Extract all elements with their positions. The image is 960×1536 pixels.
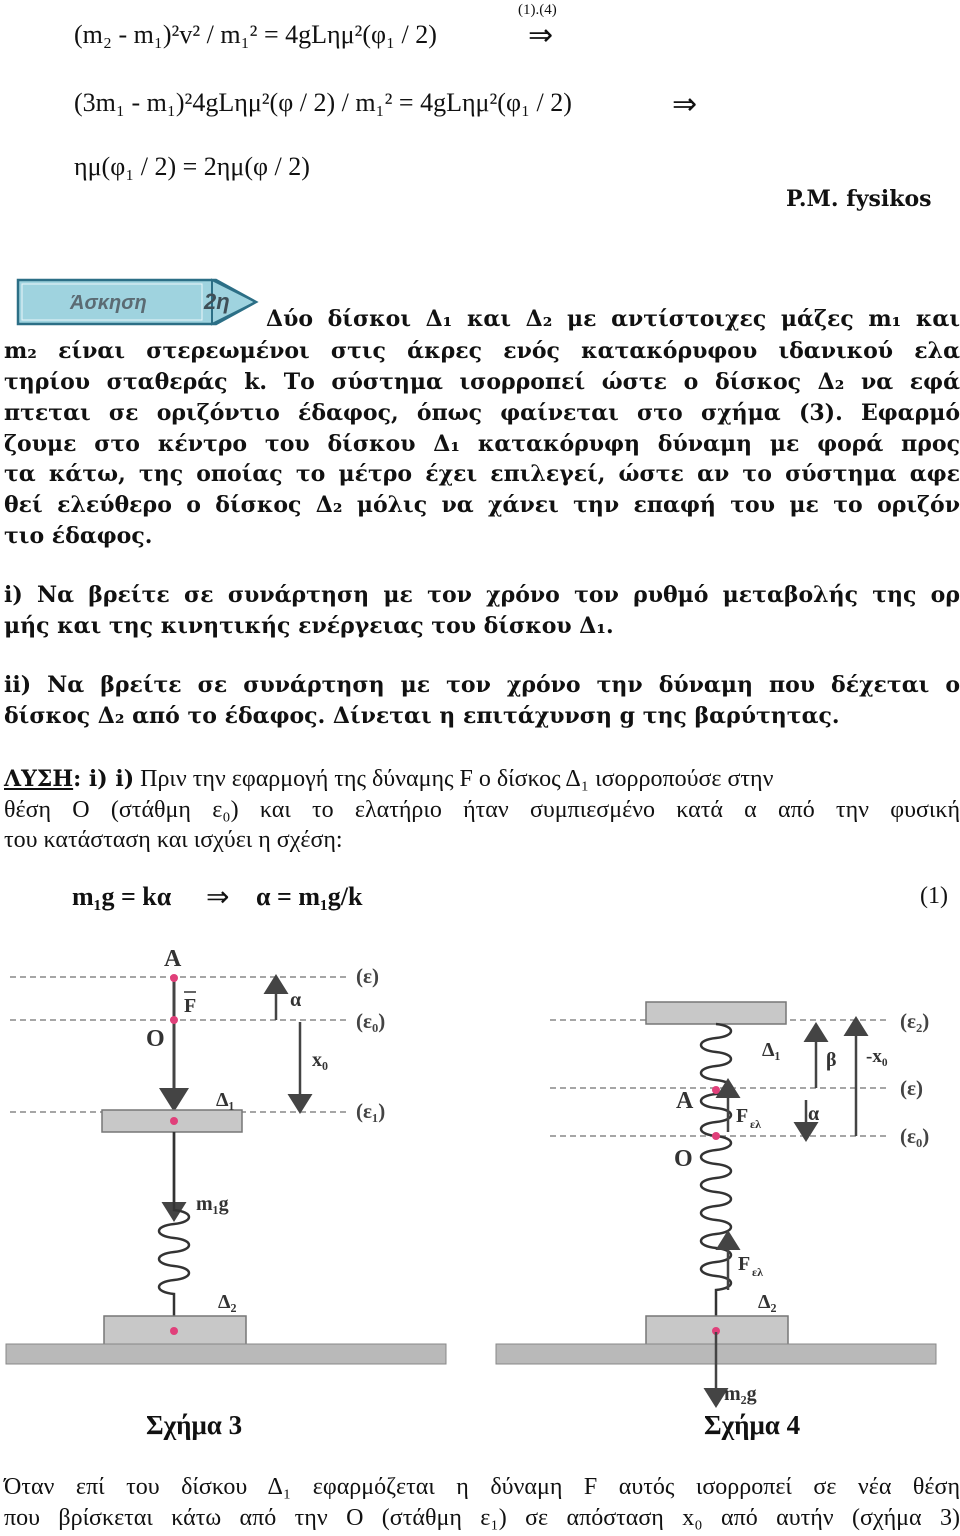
level-label-e: (ε): [356, 964, 379, 988]
label-alpha: α: [290, 989, 302, 1011]
implies-arrow-1: ⇒: [528, 19, 554, 52]
equation-relation-arrow: ⇒: [206, 882, 230, 913]
solution-prefix: : i) i): [73, 766, 135, 792]
bottom-line-2: που βρίσκεται κάτω από την Ο (στάθμη ε₁) σε απόσταση x₀ από αυτήν (σχήμα 3): [4, 1505, 960, 1531]
figure-4-caption: Σχήμα 4: [704, 1410, 801, 1440]
solution-line-1: [4, 766, 960, 793]
exercise-badge: [16, 276, 262, 328]
exercise-line-5: ζουμε στο κέντρο του δίσκου Δ₁ κατακόρυφη δύναμη με φορά προς: [4, 431, 960, 457]
ground: [6, 1344, 446, 1364]
label-D1: Δ₁: [762, 1039, 781, 1061]
label-Fel-bottom: F: [738, 1253, 751, 1275]
badge-number: 2η: [204, 289, 230, 314]
exercise-line-8: τιο έδαφος.: [4, 523, 153, 549]
disk-D2-center: [170, 1327, 178, 1335]
label-alpha: α: [808, 1103, 820, 1125]
implies-arrow-2: ⇒: [672, 88, 698, 121]
exercise-line-2: m₂ είναι στερεωμένοι στις άκρες ενός κατακόρυφου ιδανικού ελα: [4, 338, 960, 364]
question-1-line-2: μής και της κινητικής ενέργειας του δίσκου Δ₁.: [4, 613, 614, 639]
level-label-e0: (ε₀): [900, 1124, 930, 1148]
label-A: A: [676, 1088, 694, 1114]
level-label-e: (ε): [900, 1076, 923, 1100]
exercise-line-1: Δύο δίσκοι Δ₁ και Δ₂ με αντίστοιχες μάζες m₁ και: [266, 306, 960, 332]
level-label-e1: (ε₁): [356, 1099, 386, 1123]
exercise-line-6: τα κάτω, της οποίας το μέτρο έχει επιλεγεί, ώστε αν το σύστημα αφε: [4, 461, 960, 487]
reference-tag: (1).(4): [518, 2, 557, 18]
exercise-line-7: θεί ελεύθερο ο δίσκος Δ₂ μόλις να χάνει την επαφή του με το οριζόν: [4, 492, 960, 518]
author-signature: P.M. fysikos: [786, 186, 932, 212]
label-m2g: m₂g: [724, 1383, 757, 1405]
exercise-line-3: τηρίου σταθεράς k. Το σύστημα ισορροπεί ώστε ο δίσκος Δ₂ να εφά: [4, 369, 960, 395]
equation-relation-right: α = m₁g/k: [256, 882, 363, 911]
label-D1: Δ₁: [216, 1089, 235, 1111]
spring: [701, 1024, 731, 1318]
point-O-dot: [712, 1132, 720, 1140]
label-F: F: [184, 995, 197, 1017]
equation-3: ημ(φ₁ / 2) = 2ημ(φ / 2): [74, 152, 310, 181]
point-A-dot: [170, 974, 178, 982]
solution-line-3: του κατάσταση και ισχύει η σχέση:: [4, 827, 343, 853]
point-O-dot: [170, 1016, 178, 1024]
label-D2: Δ₂: [218, 1291, 237, 1313]
label-O: O: [146, 1026, 165, 1052]
equation-number: (1): [920, 883, 948, 909]
label-Fel-top: F: [736, 1105, 749, 1127]
figure-3-caption: Σχήμα 3: [146, 1410, 243, 1440]
label-D2: Δ₂: [758, 1291, 777, 1313]
label-Fel-top-sub: ελ: [750, 1117, 762, 1131]
question-2-line-1: ii) Να βρείτε σε συνάρτηση με τον χρόνο την δύναμη που δέχεται ο: [4, 672, 960, 698]
disk-D1: [646, 1002, 786, 1024]
solution-text-1: Πριν την εφαρμογή της δύναμης F ο δίσκος Δ₁ ισορροπούσε στην: [140, 766, 774, 792]
figure-3-diagram: [0, 940, 470, 1370]
label-A: A: [164, 946, 182, 972]
label-O: O: [674, 1146, 693, 1172]
solution-line-2: θέση Ο (στάθμη ε₀) και το ελατήριο ήταν συμπιεσμένο κατά α από την φυσική: [4, 797, 960, 823]
point-A-dot: [712, 1086, 720, 1094]
bottom-line-1: Όταν επί του δίσκου Δ₁ εφαρμόζεται η δύναμη F αυτός ισορροπεί σε νέα θέση: [4, 1474, 960, 1500]
label-minus-x0: -x₀: [866, 1046, 888, 1067]
equation-1: (m₂ - m₁)²v² / m₁² = 4gLημ²(φ₁ / 2): [74, 20, 437, 49]
figure-4-diagram: [470, 940, 960, 1420]
question-2-line-2: δίσκος Δ₂ από το έδαφος. Δίνεται η επιτάχυνση g της βαρύτητας.: [4, 703, 840, 729]
badge-label: Άσκηση: [70, 292, 147, 314]
equation-2: (3m₁ - m₁)²4gLημ²(φ / 2) / m₁² = 4gLημ²(φ₁ / 2): [74, 88, 572, 117]
label-Fel-bottom-sub: ελ: [752, 1265, 764, 1279]
label-x0: x₀: [312, 1049, 328, 1071]
label-m1g: m₁g: [196, 1193, 229, 1215]
equation-relation-left: m₁g = kα: [72, 882, 172, 911]
solution-label: ΛΥΣΗ: [4, 766, 74, 792]
exercise-line-4: πτεται σε οριζόντιο έδαφος, όπως φαίνεται στο σχήμα (3). Εφαρμό: [4, 400, 960, 426]
spring: [159, 1132, 189, 1318]
question-1-line-1: i) Να βρείτε σε συνάρτηση με τον χρόνο τον ρυθμό μεταβολής της ορ: [4, 582, 960, 608]
level-label-e0: (ε₀): [356, 1009, 386, 1033]
label-beta: β: [826, 1049, 837, 1071]
level-label-e2: (ε₂): [900, 1009, 930, 1033]
disk-D1-center: [170, 1117, 178, 1125]
